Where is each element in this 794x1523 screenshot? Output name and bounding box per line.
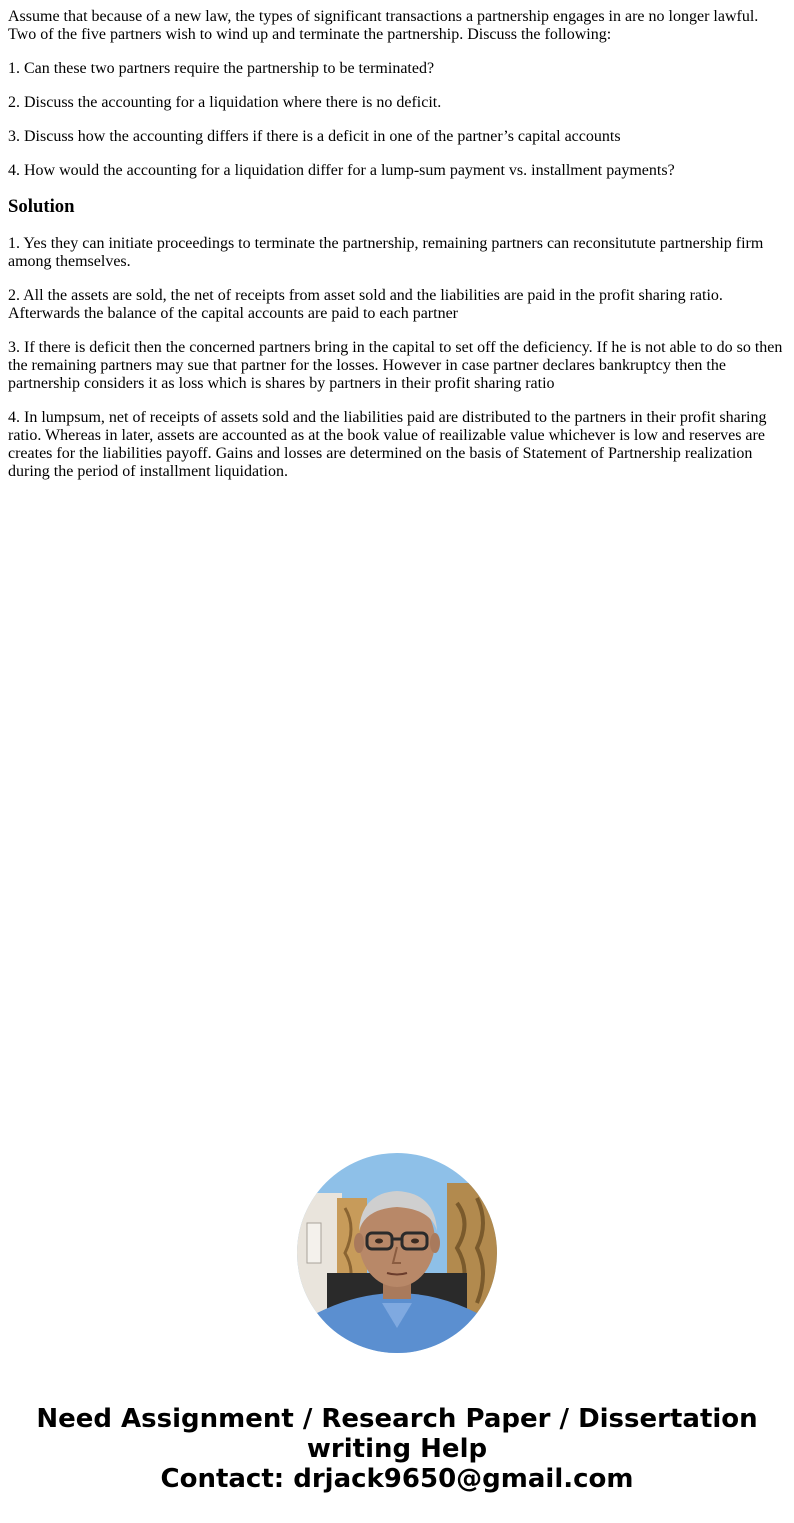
solution-answer-2: 2. All the assets are sold, the net of receipts from asset sold and the liabilities are paid in the profit sharing ratio. Afterwards the balance of the capital accounts are paid to each partner [8, 287, 723, 322]
question-item-4: 4. How would the accounting for a liquidation differ for a lump-sum payment vs. installment payments? [8, 162, 675, 179]
author-portrait-image [297, 1153, 497, 1353]
document-content [8, 8, 786, 497]
solution-answer-1: 1. Yes they can initiate proceedings to terminate the partnership, remaining partners can reconsitutute partnership firm among themselves. [8, 235, 764, 270]
question-intro: Assume that because of a new law, the types of significant transactions a partnership engages in are no longer lawful. Two of the five partners wish to wind up and terminate the partnership. Discuss the following: [8, 8, 759, 43]
question-item-1: 1. Can these two partners require the partnership to be terminated? [8, 60, 435, 77]
author-avatar [297, 1153, 497, 1353]
promo-line-1: Need Assignment / Research Paper / Dissertation [36, 1404, 758, 1434]
solution-answer-4: 4. In lumpsum, net of receipts of assets sold and the liabilities paid are distributed to the partners in their profit sharing ratio. Whereas in later, assets are accounted as at the book value of reailizable value whichever is low and reserves are creates for the liabilities payoff. Gains and losses are determined on the basis of Statement of Partnership realization during the period of installment liquidation. [8, 409, 767, 480]
promo-banner [0, 1404, 794, 1494]
solution-answer-3: 3. If there is deficit then the concerned partners bring in the capital to set off the deficiency. If he is not able to do so then the remaining partners may sue that partner for the losses. However in case partner declares bankruptcy then the partnership considers it as loss which is shares by partners in their profit sharing ratio [8, 339, 783, 392]
question-item-2: 2. Discuss the accounting for a liquidation where there is no deficit. [8, 94, 442, 111]
question-item-3: 3. Discuss how the accounting differs if there is a deficit in one of the partner’s capital accounts [8, 128, 621, 145]
promo-line-2: writing Help [306, 1434, 488, 1464]
promo-contact-line: Contact: drjack9650@gmail.com [160, 1464, 634, 1494]
solution-heading: Solution [8, 196, 75, 217]
